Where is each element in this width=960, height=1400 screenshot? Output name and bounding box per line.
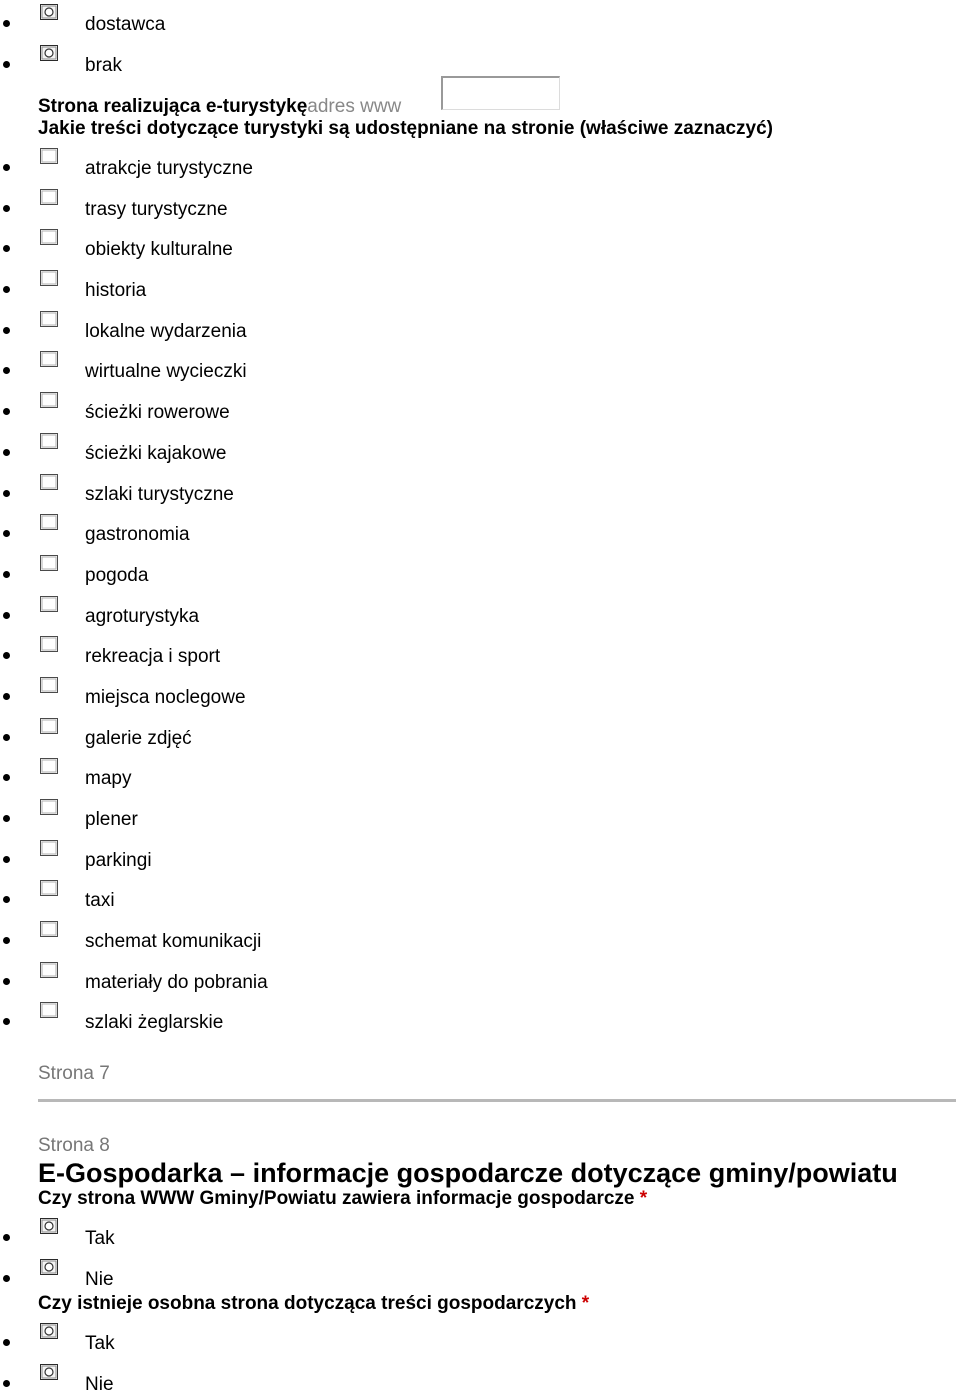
checkbox-option[interactable] bbox=[0, 836, 960, 877]
checkbox-option-label: galerie zdjęć bbox=[85, 727, 192, 749]
radio-option[interactable] bbox=[0, 1255, 960, 1296]
radio-option-label: brak bbox=[85, 54, 122, 76]
checkbox-icon[interactable] bbox=[40, 311, 58, 327]
url-input-hint: adres www bbox=[307, 96, 402, 117]
checkbox-option-label: taxi bbox=[85, 890, 115, 912]
radio-option[interactable] bbox=[0, 1360, 960, 1400]
checkbox-icon[interactable] bbox=[40, 758, 58, 774]
checkbox-option[interactable] bbox=[0, 510, 960, 551]
checkbox-option[interactable] bbox=[0, 144, 960, 185]
question-2-radio-group bbox=[0, 1319, 960, 1400]
radio-button-icon[interactable] bbox=[40, 1323, 58, 1339]
bullet-dot-icon bbox=[3, 20, 10, 27]
radio-button-icon[interactable] bbox=[40, 1259, 58, 1275]
radio-option-label: Nie bbox=[85, 1373, 114, 1395]
checkbox-option[interactable] bbox=[0, 958, 960, 999]
checkbox-icon[interactable] bbox=[40, 677, 58, 693]
bullet-dot-icon bbox=[3, 1275, 10, 1282]
checkbox-option[interactable] bbox=[0, 185, 960, 226]
bullet-dot-icon bbox=[3, 408, 10, 415]
checkbox-option[interactable] bbox=[0, 266, 960, 307]
bullet-dot-icon bbox=[3, 937, 10, 944]
url-input-field[interactable] bbox=[441, 76, 560, 110]
checkbox-icon[interactable] bbox=[40, 433, 58, 449]
bullet-dot-icon bbox=[3, 774, 10, 781]
bullet-dot-icon bbox=[3, 571, 10, 578]
checkbox-icon[interactable] bbox=[40, 555, 58, 571]
checkbox-icon[interactable] bbox=[40, 962, 58, 978]
radio-button-icon[interactable] bbox=[40, 4, 58, 20]
radio-option[interactable] bbox=[0, 1319, 960, 1360]
checkbox-option[interactable] bbox=[0, 795, 960, 836]
checkbox-option-label: ścieżki kajakowe bbox=[85, 442, 227, 464]
checkbox-icon[interactable] bbox=[40, 1002, 58, 1018]
page-divider bbox=[38, 1099, 956, 1102]
checkbox-icon[interactable] bbox=[40, 718, 58, 734]
checkbox-option[interactable] bbox=[0, 388, 960, 429]
checkbox-option-label: szlaki turystyczne bbox=[85, 483, 234, 505]
checkbox-option-label: wirtualne wycieczki bbox=[85, 361, 247, 383]
checkbox-option[interactable] bbox=[0, 470, 960, 511]
checkbox-option-label: obiekty kulturalne bbox=[85, 239, 233, 261]
checkbox-option-label: pogoda bbox=[85, 564, 149, 586]
checkbox-option[interactable] bbox=[0, 673, 960, 714]
bullet-dot-icon bbox=[3, 1380, 10, 1387]
bullet-dot-icon bbox=[3, 61, 10, 68]
checkbox-icon[interactable] bbox=[40, 799, 58, 815]
bullet-dot-icon bbox=[3, 896, 10, 903]
bullet-dot-icon bbox=[3, 612, 10, 619]
checkbox-option[interactable] bbox=[0, 429, 960, 470]
checkbox-icon[interactable] bbox=[40, 189, 58, 205]
radio-option-label: dostawca bbox=[85, 14, 166, 35]
content-checkbox-group bbox=[0, 144, 960, 1039]
checkbox-icon[interactable] bbox=[40, 840, 58, 856]
checkbox-option-label: materiały do pobrania bbox=[85, 971, 268, 993]
radio-option-label: Tak bbox=[85, 1333, 115, 1354]
checkbox-option[interactable] bbox=[0, 917, 960, 958]
checkbox-option[interactable] bbox=[0, 754, 960, 795]
bullet-dot-icon bbox=[3, 734, 10, 741]
bullet-dot-icon bbox=[3, 327, 10, 334]
bullet-dot-icon bbox=[3, 286, 10, 293]
checkbox-icon[interactable] bbox=[40, 392, 58, 408]
checkbox-option-label: szlaki żeglarskie bbox=[85, 1012, 224, 1034]
question-1-radio-group bbox=[0, 1214, 960, 1295]
checkbox-option[interactable] bbox=[0, 632, 960, 673]
question-2-label: Czy istnieje osobna strona dotycząca treści gospodarczych bbox=[38, 1293, 577, 1314]
checkbox-icon[interactable] bbox=[40, 270, 58, 286]
bullet-dot-icon bbox=[3, 164, 10, 171]
site-question-label: Strona realizująca e-turystykę bbox=[38, 96, 308, 117]
radio-button-icon[interactable] bbox=[40, 1364, 58, 1380]
site-question bbox=[38, 96, 401, 118]
checkbox-option-label: miejsca noclegowe bbox=[85, 686, 246, 708]
bullet-dot-icon bbox=[3, 490, 10, 497]
question-1-label: Czy strona WWW Gminy/Powiatu zawiera informacje gospodarcze bbox=[38, 1188, 635, 1209]
radio-button-icon[interactable] bbox=[40, 1218, 58, 1234]
bullet-dot-icon bbox=[3, 1339, 10, 1346]
bullet-dot-icon bbox=[3, 1018, 10, 1025]
checkbox-option[interactable] bbox=[0, 998, 960, 1039]
checkbox-icon[interactable] bbox=[40, 351, 58, 367]
bullet-dot-icon bbox=[3, 205, 10, 212]
radio-option[interactable] bbox=[0, 0, 960, 41]
bullet-dot-icon bbox=[3, 652, 10, 659]
checkbox-icon[interactable] bbox=[40, 229, 58, 245]
checkbox-option-label: lokalne wydarzenia bbox=[85, 320, 247, 342]
bullet-dot-icon bbox=[3, 530, 10, 537]
checkbox-option[interactable] bbox=[0, 592, 960, 633]
checkbox-option-label: ścieżki rowerowe bbox=[85, 402, 230, 424]
checkbox-option-label: historia bbox=[85, 280, 147, 302]
bullet-dot-icon bbox=[3, 693, 10, 700]
checkbox-option-label: agroturystyka bbox=[85, 605, 200, 627]
page-number-label: Strona 8 bbox=[38, 1135, 110, 1156]
radio-option-label: Tak bbox=[85, 1228, 115, 1249]
bullet-dot-icon bbox=[3, 449, 10, 456]
checkbox-option-label: parkingi bbox=[85, 849, 152, 871]
bullet-dot-icon bbox=[3, 245, 10, 252]
checkbox-option[interactable] bbox=[0, 551, 960, 592]
checkbox-option-label: rekreacja i sport bbox=[85, 646, 221, 668]
section-title: E-Gospodarka – informacje gospodarcze dotyczące gminy/powiatu bbox=[38, 1158, 898, 1188]
checkbox-option[interactable] bbox=[0, 714, 960, 755]
bullet-dot-icon bbox=[3, 1234, 10, 1241]
checkbox-option[interactable] bbox=[0, 307, 960, 348]
checkbox-option-label: schemat komunikacji bbox=[85, 931, 262, 953]
bullet-dot-icon bbox=[3, 978, 10, 985]
checkbox-icon[interactable] bbox=[40, 474, 58, 490]
page-number-label: Strona 7 bbox=[38, 1063, 110, 1084]
checkbox-icon[interactable] bbox=[40, 921, 58, 937]
checkbox-icon[interactable] bbox=[40, 148, 58, 164]
checkbox-icon[interactable] bbox=[40, 514, 58, 530]
radio-option[interactable] bbox=[0, 1214, 960, 1255]
checkbox-icon[interactable] bbox=[40, 636, 58, 652]
radio-option-label: Nie bbox=[85, 1268, 114, 1290]
bullet-dot-icon bbox=[3, 367, 10, 374]
question-2 bbox=[38, 1293, 589, 1315]
bullet-dot-icon bbox=[3, 815, 10, 822]
top-radio-group bbox=[0, 0, 960, 81]
required-marker: * bbox=[581, 1293, 590, 1314]
question-1 bbox=[38, 1188, 647, 1210]
required-marker: * bbox=[639, 1188, 648, 1209]
checkbox-option-label: atrakcje turystyczne bbox=[85, 158, 253, 179]
checkbox-option-label: plener bbox=[85, 809, 138, 830]
content-question-label: Jakie treści dotyczące turystyki są udostępniane na stronie (właściwe zaznaczyć) bbox=[38, 118, 773, 139]
checkbox-option-label: mapy bbox=[85, 768, 132, 790]
checkbox-option[interactable] bbox=[0, 347, 960, 388]
checkbox-option[interactable] bbox=[0, 876, 960, 917]
checkbox-icon[interactable] bbox=[40, 596, 58, 612]
checkbox-option-label: trasy turystyczne bbox=[85, 198, 228, 220]
checkbox-icon[interactable] bbox=[40, 880, 58, 896]
checkbox-option[interactable] bbox=[0, 225, 960, 266]
radio-button-icon[interactable] bbox=[40, 45, 58, 61]
checkbox-option-label: gastronomia bbox=[85, 524, 190, 546]
bullet-dot-icon bbox=[3, 856, 10, 863]
